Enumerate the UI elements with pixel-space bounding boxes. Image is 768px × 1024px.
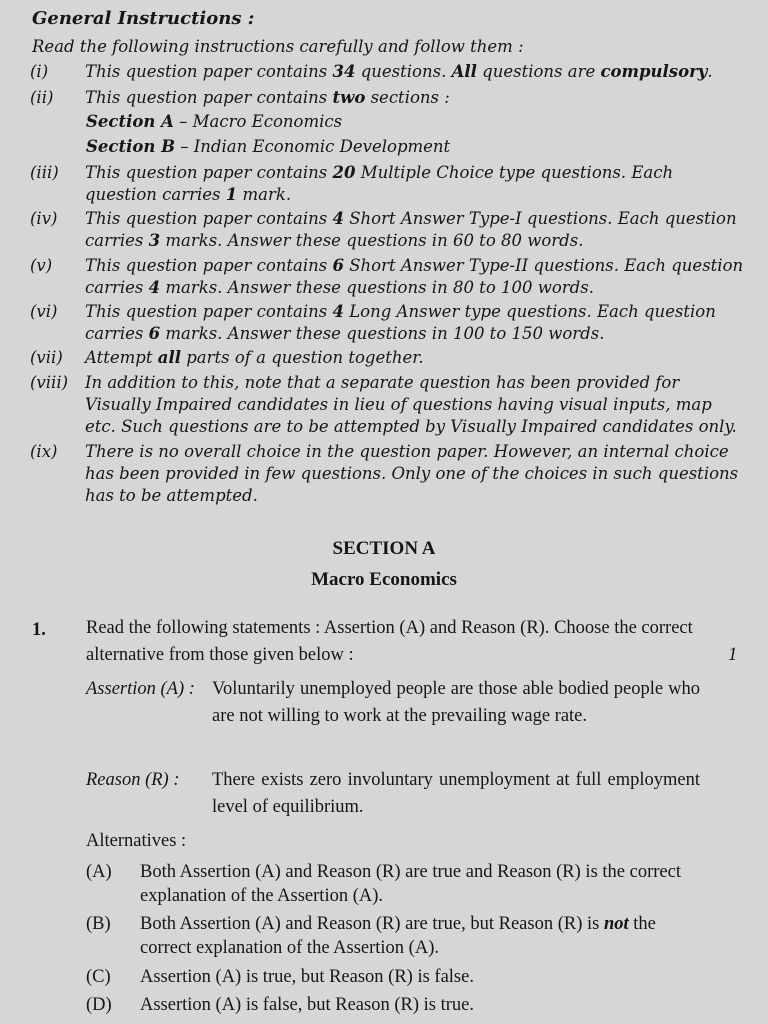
question-number: 1.: [32, 620, 46, 640]
instruction-number: (i): [30, 62, 49, 81]
instruction-text: Attempt all parts of a question together.: [85, 348, 424, 367]
instruction-text: This question paper contains 34 questions. All questions are compulsory.: [85, 62, 713, 81]
instruction-number: (iv): [30, 209, 58, 228]
option-label: (C): [86, 967, 111, 987]
instruction-text: There is no overall choice in the question paper. However, an internal choice has been provided in few questions. Only one of the choices in such questions has to be attempted.: [85, 442, 739, 505]
section-line: [86, 112, 342, 131]
instruction-number: (viii): [30, 373, 69, 392]
instruction-number: (iii): [30, 163, 59, 182]
section-line: [86, 137, 450, 156]
option-text: Assertion (A) is true, but Reason (R) is false.: [140, 967, 474, 987]
assertion-text: Voluntarily unemployed people are those able bodied people who are not willing to work at the prevailing wage rate.: [212, 679, 700, 726]
instruction-text: This question paper contains 4 Long Answer type questions. Each question carries 6 marks. Answer these questions in 100 to 150 words.: [85, 302, 716, 343]
section-name: – Indian Economic Development: [175, 137, 451, 156]
question-text: Read the following statements : Assertion (A) and Reason (R). Choose the correct alternative from those given below :: [86, 618, 693, 665]
option-text: Assertion (A) is false, but Reason (R) is true.: [140, 995, 474, 1015]
instructions-intro: Read the following instructions carefully and follow them :: [32, 37, 524, 56]
section-label: Section B: [86, 137, 176, 156]
question-marks: 1: [728, 645, 738, 665]
option-label: (B): [86, 914, 111, 934]
instruction-number: (vi): [30, 302, 58, 321]
instruction-text: This question paper contains two sections :: [85, 88, 450, 107]
instruction-text: This question paper contains 6 Short Answer Type-II questions. Each question carries 4 marks. Answer these questions in 80 to 100 words.: [85, 256, 744, 297]
instruction-text: This question paper contains 20 Multiple Choice type questions. Each question carries 1 mark.: [85, 163, 674, 204]
instruction-number: (vii): [30, 348, 63, 367]
instruction-text: This question paper contains 4 Short Answer Type-I questions. Each question carries 3 marks. Answer these questions in 60 to 80 words.: [85, 209, 737, 250]
option-text: Both Assertion (A) and Reason (R) are true, but Reason (R) is not the correct explanation of the Assertion (A).: [140, 914, 656, 958]
reason-label: Reason (R) :: [86, 770, 180, 790]
section-label: Section A: [86, 112, 174, 131]
instructions-title: General Instructions :: [32, 8, 255, 29]
alternatives-heading: Alternatives :: [86, 831, 187, 851]
instruction-text: In addition to this, note that a separate question has been provided for Visually Impaired candidates in lieu of questions having visual inputs, map etc. Such questions are to be attempted by Visually Impaired candidates only.: [85, 373, 737, 436]
section-heading: SECTION A: [332, 538, 436, 559]
option-text: Both Assertion (A) and Reason (R) are true and Reason (R) is the correct explanation of the Assertion (A).: [140, 862, 681, 906]
instruction-number: (ii): [30, 88, 54, 107]
instruction-number: (ix): [30, 442, 58, 461]
option-label: (A): [86, 862, 112, 882]
section-subheading: Macro Economics: [311, 569, 457, 590]
instruction-number: (v): [30, 256, 53, 275]
section-name: – Macro Economics: [173, 112, 343, 131]
assertion-label: Assertion (A) :: [86, 679, 195, 699]
option-label: (D): [86, 995, 112, 1015]
reason-text: There exists zero involuntary unemployment at full employment level of equilibrium.: [212, 770, 700, 817]
